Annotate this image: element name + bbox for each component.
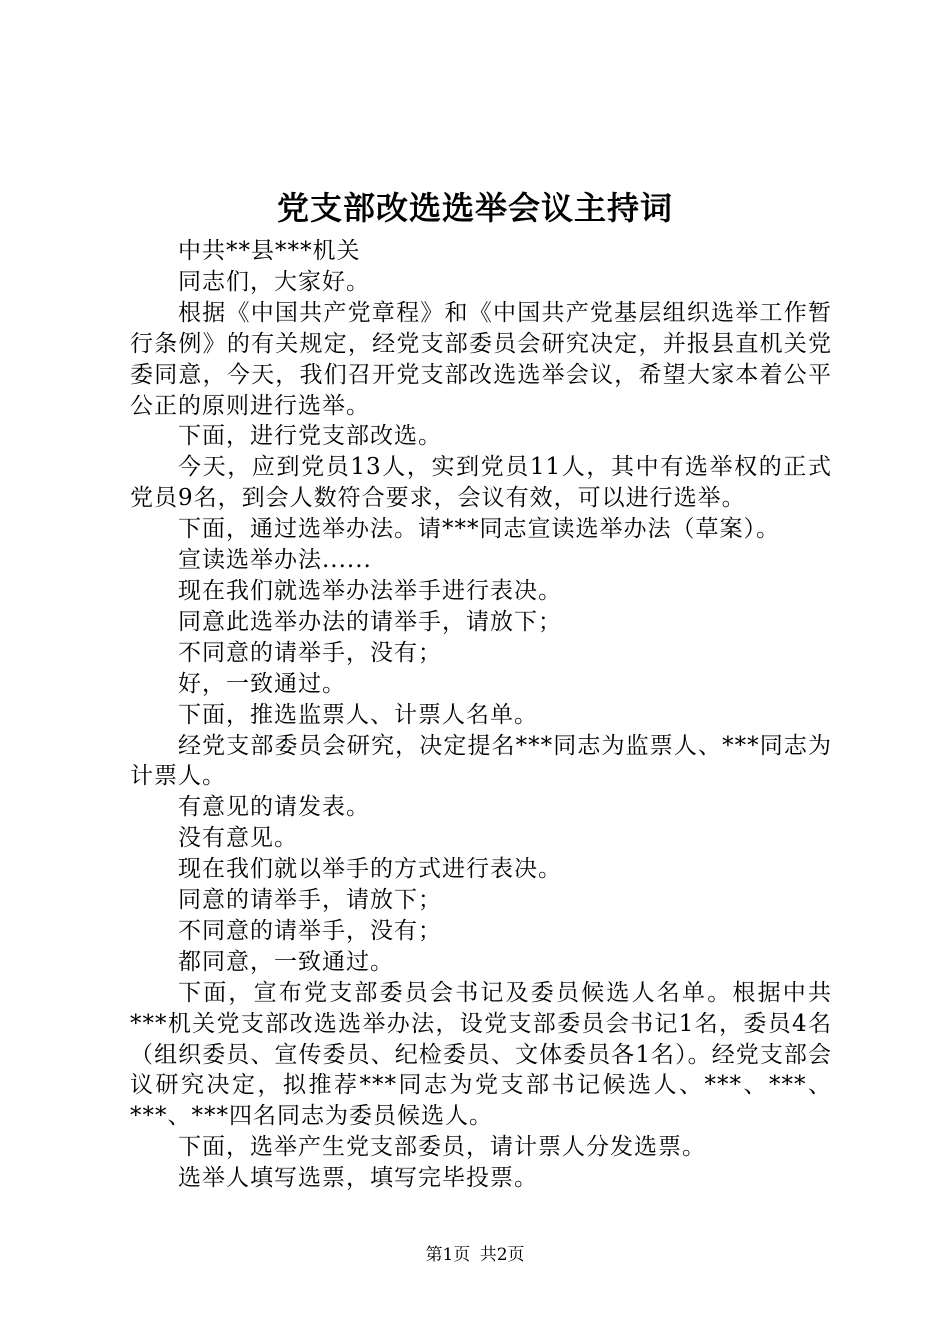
paragraph: 有意见的请发表。	[178, 794, 370, 821]
paragraph: 不同意的请举手，没有；	[178, 639, 442, 666]
paragraph: 中共**县***机关	[178, 238, 361, 264]
paragraph: 经党支部委员会研究，决定提名***同志为监票人、***同志为计票人。	[130, 732, 832, 790]
paragraph: 下面，推选监票人、计票人名单。	[178, 701, 538, 728]
paragraph: 今天，应到党员13人，实到党员11人，其中有选举权的正式党员9名，到会人数符合要求，会议有效，可以进行选举。	[130, 454, 832, 512]
page-number: 第1页	[425, 1245, 471, 1265]
paragraph: 下面，宣布党支部委员会书记及委员候选人名单。根据中共***机关党支部改选选举办法，设党支部委员会书记1名，委员4名（组织委员、宣传委员、纪检委员、文体委员各1名）。经党支部会议研究决定，拟推荐***同志为党支部书记候选人、***、***、***、***四名同志为委员候选人。	[130, 979, 832, 1130]
paragraph: 下面，选举产生党支部委员，请计票人分发选票。	[178, 1134, 706, 1161]
paragraph: 现在我们就以举手的方式进行表决。	[178, 856, 562, 883]
paragraph: 都同意，一致通过。	[178, 948, 394, 975]
page-total: 共2页	[479, 1245, 525, 1265]
paragraph: 宣读选举办法......	[178, 547, 372, 574]
paragraph: 根据《中国共产党章程》和《中国共产党基层组织选举工作暂行条例》的有关规定，经党支部委员会研究决定，并报县直机关党委同意，今天，我们召开党支部改选选举会议，希望大家本着公平公正的原则进行选举。	[130, 299, 832, 419]
document-title: 党支部改选选举会议主持词	[276, 189, 673, 227]
page-footer	[0, 1243, 950, 1267]
paragraph: 下面，通过选举办法。请***同志宣读选举办法（草案）。	[178, 516, 780, 543]
paragraph: 好，一致通过。	[178, 670, 346, 697]
paragraph: 同意此选举办法的请举手，请放下；	[178, 608, 562, 635]
paragraph: 不同意的请举手，没有；	[178, 917, 442, 944]
paragraph: 同志们，大家好。	[178, 268, 370, 295]
paragraph: 现在我们就选举办法举手进行表决。	[178, 577, 562, 604]
paragraph: 没有意见。	[178, 825, 298, 852]
document-body	[130, 236, 832, 1194]
paragraph: 同意的请举手，请放下；	[178, 887, 442, 914]
paragraph: 选举人填写选票，填写完毕投票。	[178, 1165, 538, 1192]
paragraph: 下面，进行党支部改选。	[178, 423, 442, 450]
